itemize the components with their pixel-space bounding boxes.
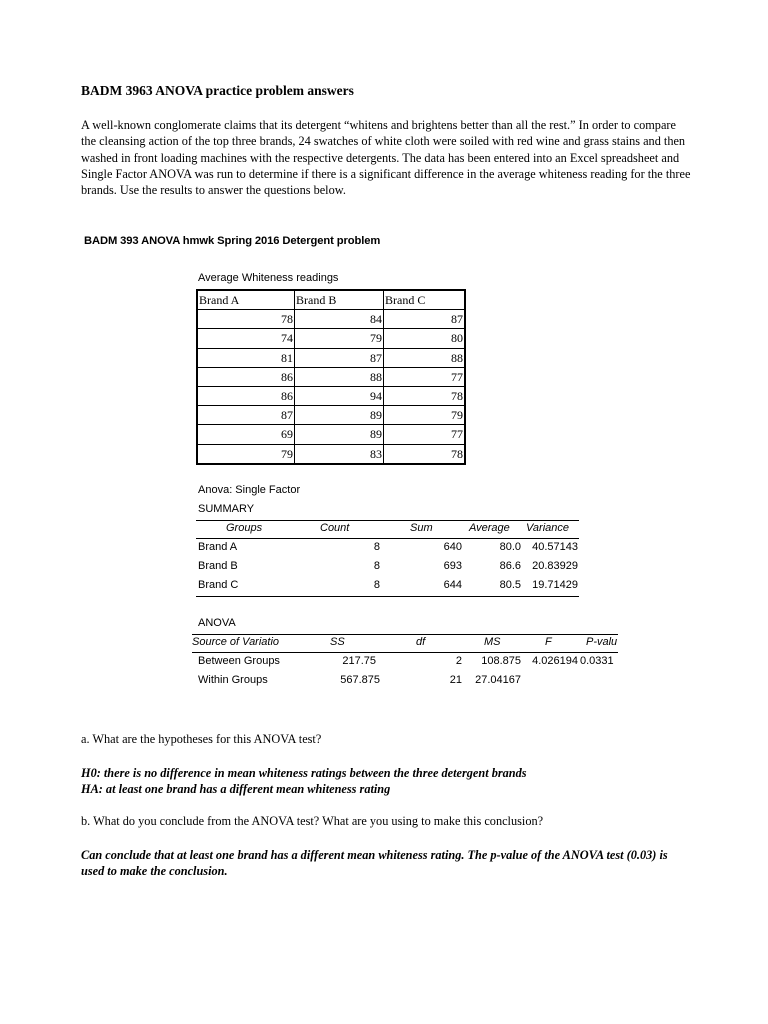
anova-df: 2 bbox=[455, 655, 462, 667]
cell: 86 bbox=[197, 367, 295, 386]
table-row bbox=[197, 348, 465, 367]
anova-ms: 27.04167 bbox=[475, 674, 521, 686]
summary-header-count: Count bbox=[320, 522, 350, 534]
cell: 87 bbox=[295, 348, 384, 367]
cell: 79 bbox=[197, 444, 295, 464]
anova-output-title: Anova: Single Factor bbox=[198, 484, 301, 496]
summary-header-sum: Sum bbox=[410, 522, 433, 534]
cell: 87 bbox=[197, 406, 295, 425]
answer-a-ha: HA: at least one brand has a different mean whiteness rating bbox=[81, 782, 391, 796]
anova-header-ss: SS bbox=[330, 636, 345, 648]
cell: 88 bbox=[384, 348, 466, 367]
anova-source-within: Within Groups bbox=[198, 674, 268, 686]
anova-top-rule bbox=[192, 634, 618, 635]
anova-source-between: Between Groups bbox=[198, 655, 280, 667]
cell: 88 bbox=[295, 367, 384, 386]
summary-count: 8 bbox=[373, 579, 380, 591]
summary-sum: 693 bbox=[443, 560, 462, 572]
question-a: a. What are the hypotheses for this ANOVA test? bbox=[81, 732, 322, 746]
page-title: BADM 3963 ANOVA practice problem answers bbox=[81, 83, 354, 98]
summary-label: SUMMARY bbox=[198, 503, 255, 515]
cell: 78 bbox=[197, 310, 295, 329]
anova-df: 21 bbox=[449, 674, 462, 686]
summary-average: 86.6 bbox=[499, 560, 521, 572]
anova-ss: 217.75 bbox=[342, 655, 376, 667]
anova-header-f: F bbox=[545, 636, 552, 648]
table-row bbox=[197, 367, 465, 386]
summary-header-variance: Variance bbox=[526, 522, 570, 534]
summary-header-average: Average bbox=[469, 522, 510, 534]
summary-average: 80.5 bbox=[499, 579, 521, 591]
summary-variance: 19.71429 bbox=[532, 579, 578, 591]
table-row bbox=[197, 386, 465, 405]
answer-b: Can conclude that at least one brand has a different mean whiteness rating. The p-value of the ANOVA test (0.03) is used to make the conclusion. bbox=[81, 848, 668, 878]
anova-header-df: df bbox=[416, 636, 426, 648]
anova-ms: 108.875 bbox=[481, 655, 521, 667]
header-brand-b: Brand B bbox=[295, 290, 384, 310]
summary-count: 8 bbox=[373, 560, 380, 572]
summary-sum: 644 bbox=[443, 579, 462, 591]
table-row bbox=[197, 329, 465, 348]
cell: 77 bbox=[384, 425, 466, 444]
cell: 69 bbox=[197, 425, 295, 444]
readings-header-row bbox=[197, 290, 465, 310]
header-brand-a: Brand A bbox=[197, 290, 295, 310]
cell: 84 bbox=[295, 310, 384, 329]
anova-ss: 567.875 bbox=[340, 674, 380, 686]
cell: 83 bbox=[295, 444, 384, 464]
summary-group-brand-b: Brand B bbox=[198, 560, 238, 572]
cell: 81 bbox=[197, 348, 295, 367]
cell: 78 bbox=[384, 444, 466, 464]
question-b: b. What do you conclude from the ANOVA test? What are you using to make this conclusion? bbox=[81, 814, 544, 828]
cell: 78 bbox=[384, 386, 466, 405]
summary-header-groups: Groups bbox=[226, 522, 263, 534]
anova-label: ANOVA bbox=[198, 617, 236, 629]
anova-header-ms: MS bbox=[484, 636, 501, 648]
cell: 87 bbox=[384, 310, 466, 329]
table-row bbox=[197, 310, 465, 329]
table-row bbox=[197, 406, 465, 425]
cell: 94 bbox=[295, 386, 384, 405]
anova-header-source: Source of Variatio bbox=[192, 636, 280, 648]
readings-caption: Average Whiteness readings bbox=[198, 272, 339, 284]
summary-average: 80.0 bbox=[499, 541, 521, 553]
anova-header-p-value: P-valu bbox=[586, 636, 618, 648]
anova-f: 4.026194 bbox=[532, 655, 578, 667]
cell: 89 bbox=[295, 406, 384, 425]
readings-table bbox=[196, 289, 466, 465]
anova-p-value: 0.0331 bbox=[580, 655, 614, 667]
header-brand-c: Brand C bbox=[384, 290, 466, 310]
answer-a-h0: H0: there is no difference in mean whiteness ratings between the three detergent brands bbox=[81, 766, 527, 780]
summary-count: 8 bbox=[373, 541, 380, 553]
cell: 86 bbox=[197, 386, 295, 405]
table-row bbox=[197, 425, 465, 444]
table-row bbox=[197, 444, 465, 464]
cell: 79 bbox=[384, 406, 466, 425]
summary-top-rule bbox=[196, 520, 579, 521]
cell: 80 bbox=[384, 329, 466, 348]
homework-title: BADM 393 ANOVA hmwk Spring 2016 Detergent problem bbox=[84, 235, 381, 247]
anova-header-rule bbox=[192, 652, 618, 653]
cell: 77 bbox=[384, 367, 466, 386]
summary-variance: 20.83929 bbox=[532, 560, 578, 572]
summary-group-brand-c: Brand C bbox=[198, 579, 239, 591]
cell: 74 bbox=[197, 329, 295, 348]
cell: 89 bbox=[295, 425, 384, 444]
intro-paragraph: A well-known conglomerate claims that its detergent “whitens and brightens better than all the rest.” In order to compare the cleansing action of the top three brands, 24 swatches of white cloth were soiled with red wine and grass stains and then washed in front loading machines with the respective detergents. The data has been entered into an Excel spreadsheet and Single Factor ANOVA was run to determine if there is a significant difference in the average whiteness reading for the three brands. Use the results to answer the questions below. bbox=[81, 118, 691, 198]
summary-variance: 40.57143 bbox=[532, 541, 578, 553]
summary-group-brand-a: Brand A bbox=[198, 541, 238, 553]
cell: 79 bbox=[295, 329, 384, 348]
summary-header-rule bbox=[196, 538, 579, 539]
summary-sum: 640 bbox=[443, 541, 462, 553]
summary-bottom-rule bbox=[196, 596, 579, 597]
